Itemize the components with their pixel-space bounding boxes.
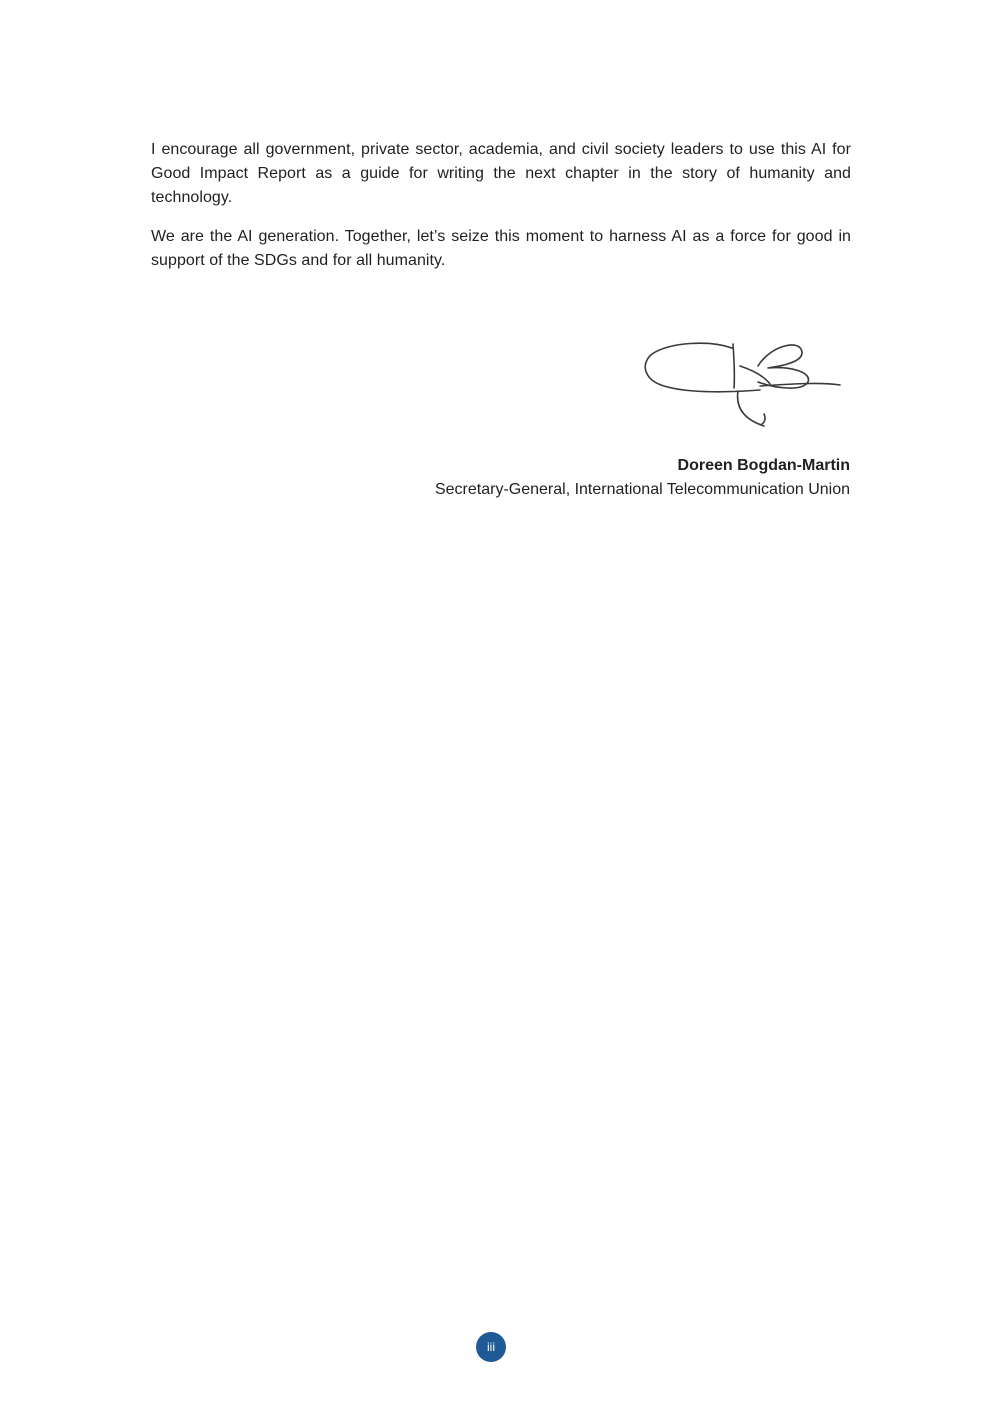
signatory-name: Doreen Bogdan-Martin xyxy=(677,457,850,474)
paragraph-2: We are the AI generation. Together, let’s seize this moment to harness AI as a force for good in support of the SDGs and for all humanity. xyxy=(151,228,851,269)
body-text xyxy=(151,138,851,288)
signatory-title: Secretary-General, International Telecommunication Union xyxy=(434,481,850,498)
signatory-block xyxy=(435,454,850,502)
signature-image xyxy=(640,336,850,432)
paragraph-1: I encourage all government, private sector, academia, and civil society leaders to use this AI for Good Impact Report as a guide for writing the next chapter in the story of humanity and technology. xyxy=(151,141,851,206)
page-number-badge: iii xyxy=(476,1332,506,1362)
